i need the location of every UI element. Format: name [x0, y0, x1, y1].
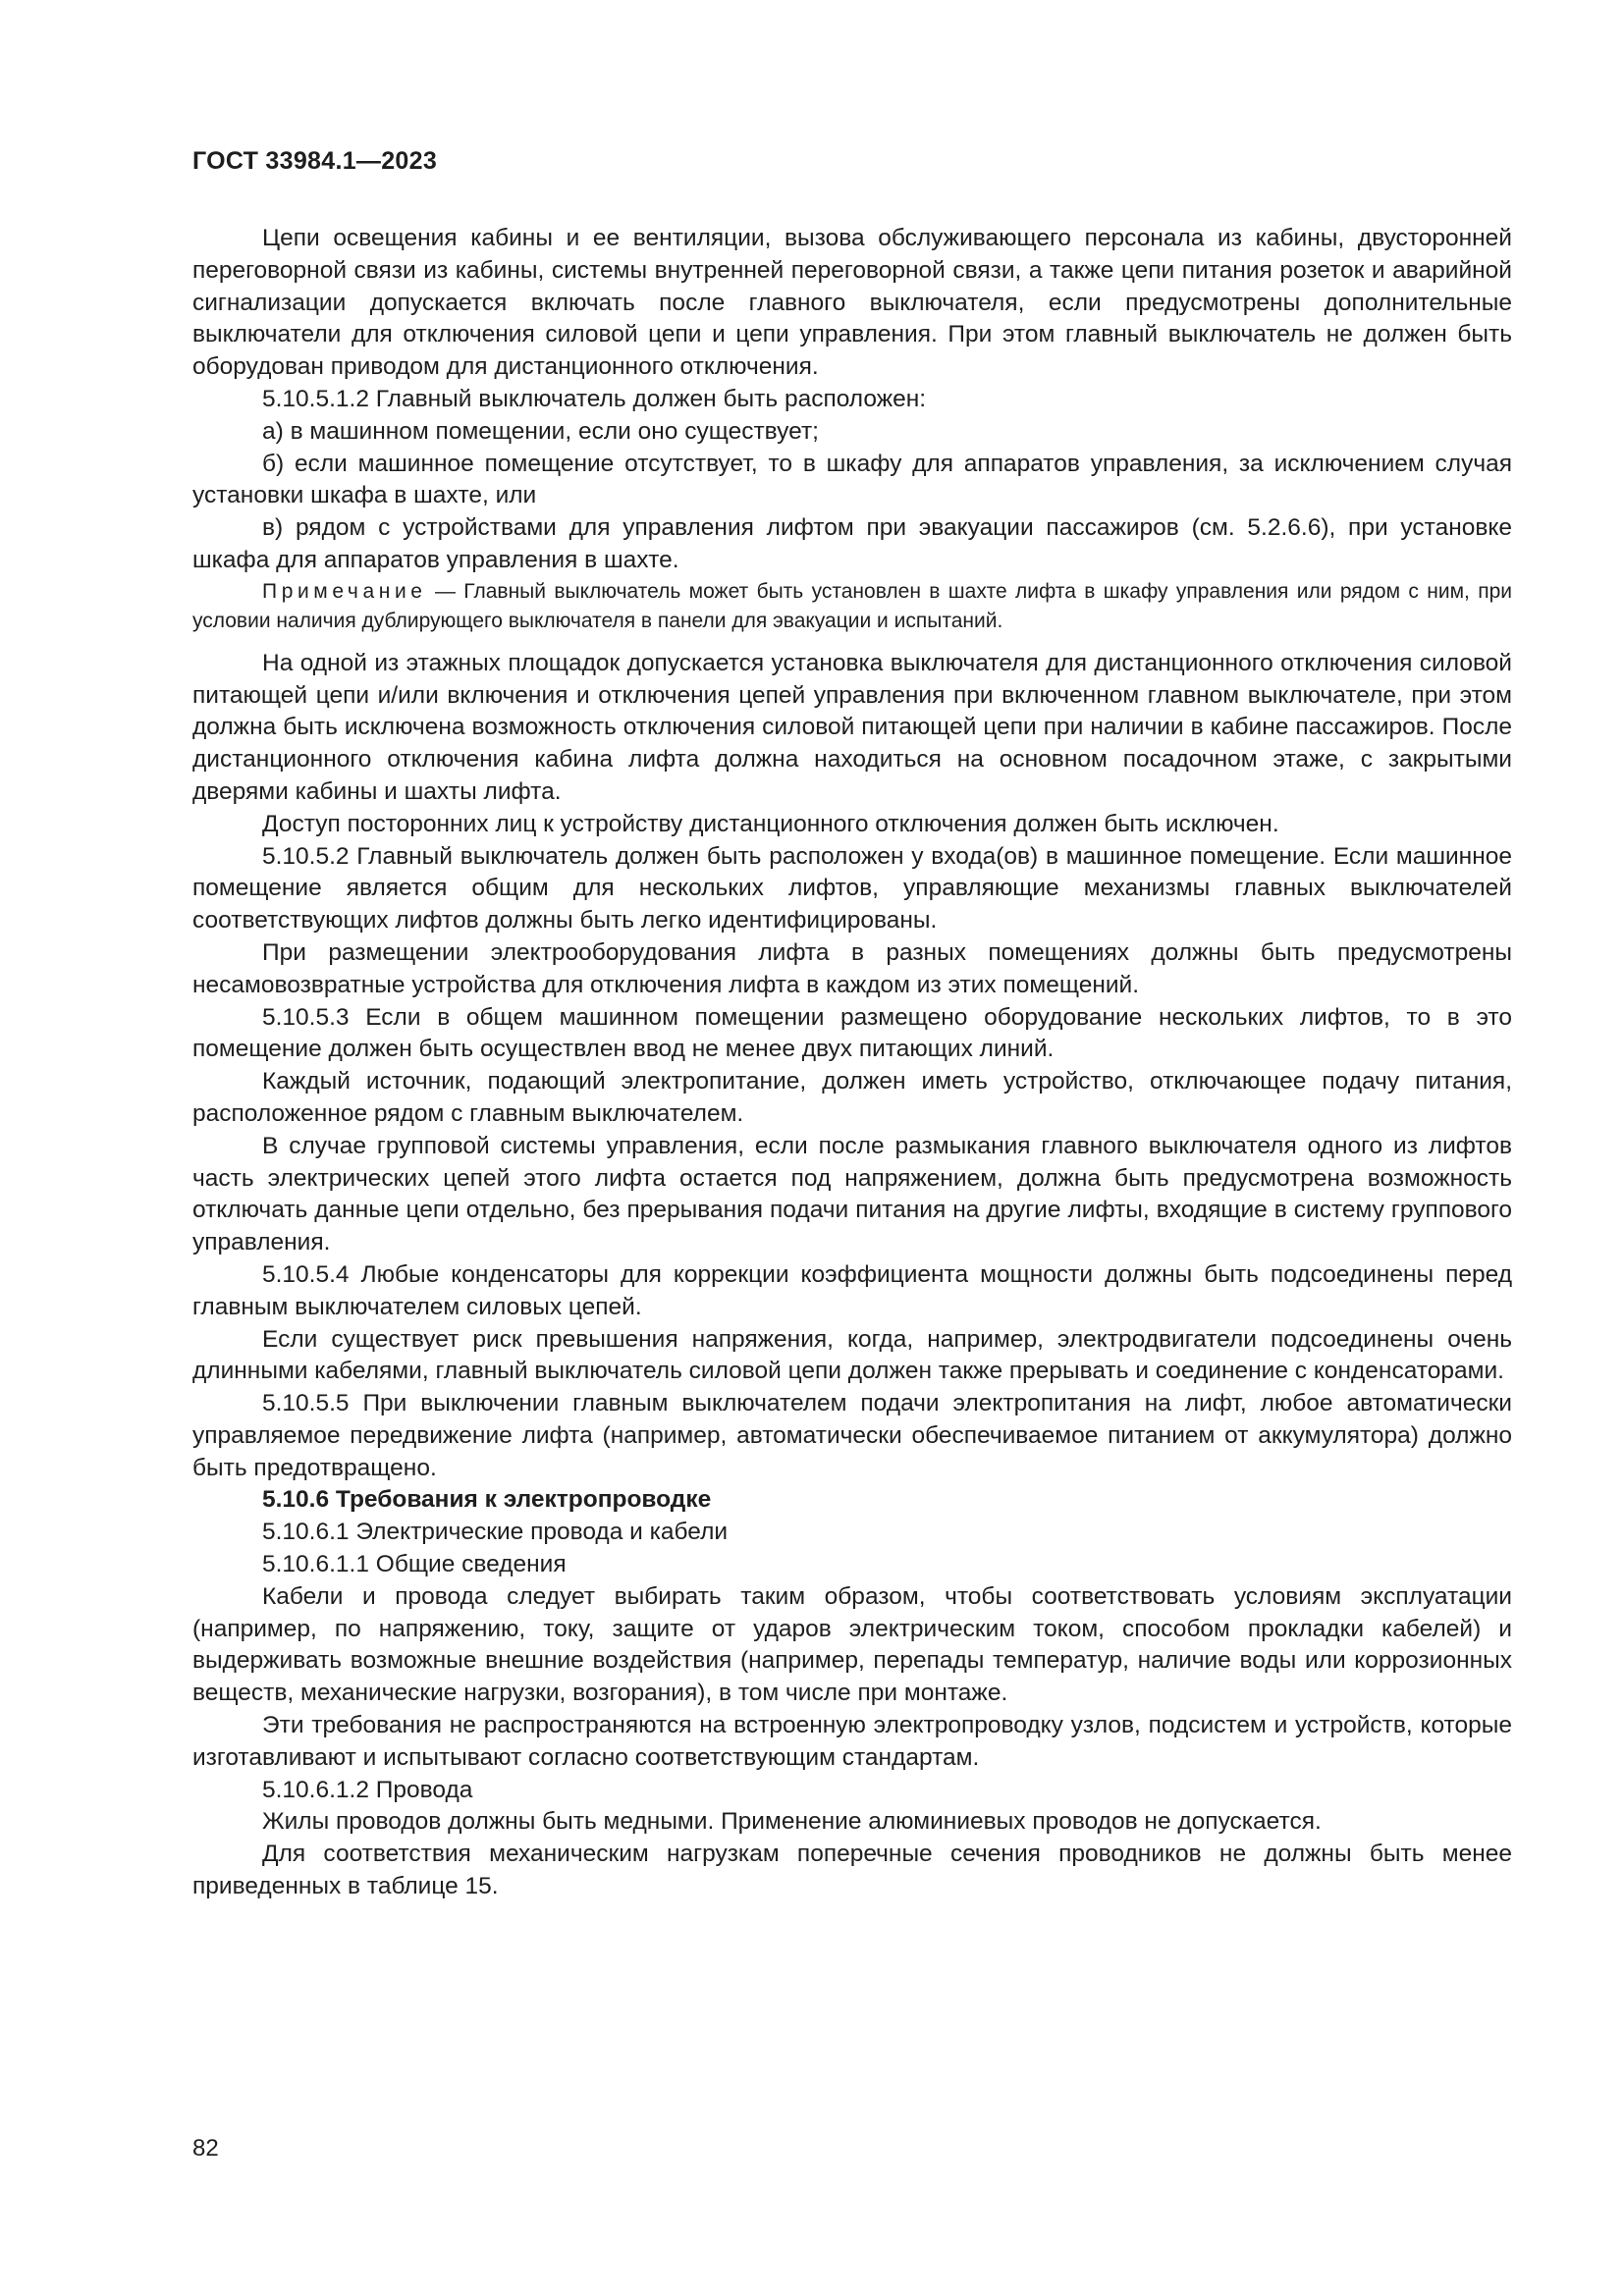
- paragraph: Для соответствия механическим нагрузкам поперечные сечения проводников не должны быть менее приведенных в таблице 15.: [192, 1841, 1512, 1900]
- list-item: б) если машинное помещение отсутствует, то в шкафу для аппаратов управления, за исключением случая установки шкафа в шахте, или: [192, 450, 1512, 509]
- paragraph: 5.10.6.1.1 Общие сведения: [262, 1551, 567, 1578]
- paragraph: Жилы проводов должны быть медными. Применение алюминиевых проводов не допускается.: [262, 1808, 1322, 1836]
- paragraph: При размещении электрооборудования лифта в разных помещениях должны быть предусмотрены несамовозвратные устройства для отключения лифта в каждом из этих помещений.: [192, 938, 1512, 998]
- section-heading: 5.10.6 Требования к электропроводке: [262, 1486, 712, 1514]
- paragraph: 5.10.5.1.2 Главный выключатель должен быть расположен:: [262, 385, 927, 412]
- page-number: 82: [192, 2135, 219, 2162]
- paragraph: Доступ посторонних лиц к устройству дистанционного отключения должен быть исключен.: [262, 810, 1279, 837]
- paragraph: 5.10.6.1 Электрические провода и кабели: [262, 1519, 729, 1546]
- paragraph: На одной из этажных площадок допускается установка выключателя для дистанционного отключения силовой питающей цепи и/или включения и отключения цепей управления при включенном главном выключателе, при этом должна быть исключена возможность отключения силовой питающей цепи при наличии в кабине пассажиров. После дистанционного отключения кабина лифта должна находиться на основном посадочном этаже, с закрытыми дверями кабины и шахты лифта.: [192, 649, 1512, 805]
- paragraph: Кабели и провода следует выбирать таким образом, чтобы соответствовать условиям эксплуатации (например, по напряжению, току, защите от ударов электрическим током, способом прокладки кабелей) и выдерживать возможные внешние воздействия (например, перепады температур, наличие воды или коррозионных веществ, механические нагрузки, возгорания), в том числе при монтаже.: [192, 1582, 1512, 1707]
- paragraph: Цепи освещения кабины и ее вентиляции, вызова обслуживающего персонала из кабины, двусторонней переговорной связи из кабины, системы внутренней переговорной связи, а также цепи питания розеток и аварийной сигнализации допускается включать после главного выключателя, если предусмотрены дополнительные выключатели для отключения силовой цепи и цепи управления. При этом главный выключатель не должен быть оборудован приводом для дистанционного отключения.: [192, 225, 1512, 381]
- paragraph: 5.10.5.5 При выключении главным выключателем подачи электропитания на лифт, любое автоматически управляемое передвижение лифта (например, автоматически обеспечиваемое питанием от аккумулятора) должно быть предотвращено.: [192, 1390, 1512, 1481]
- body-text: [192, 223, 1512, 1903]
- list-item: в) рядом с устройствами для управления лифтом при эвакуации пассажиров (см. 5.2.6.6), при установке шкафа для аппаратов управления в шахте.: [192, 514, 1512, 573]
- paragraph: 5.10.6.1.2 Провода: [262, 1776, 473, 1803]
- paragraph: Эти требования не распространяются на встроенную электропроводку узлов, подсистем и устройств, которые изготавливают и испытывают согласно соответствующим стандартам.: [192, 1712, 1512, 1771]
- paragraph: 5.10.5.2 Главный выключатель должен быть расположен у входа(ов) в машинное помещение. Если машинное помещение является общим для нескольких лифтов, управляющие механизмы главных выключателей соответствующих лифтов должны быть легко идентифицированы.: [192, 842, 1512, 934]
- paragraph: В случае групповой системы управления, если после размыкания главного выключателя одного из лифтов часть электрических цепей этого лифта остается под напряжением, должна быть предусмотрена возможность отключать данные цепи отдельно, без прерывания подачи питания на другие лифты, входящие в систему группового управления.: [192, 1132, 1512, 1256]
- paragraph: 5.10.5.4 Любые конденсаторы для коррекции коэффициента мощности должны быть подсоединены перед главным выключателем силовых цепей.: [192, 1260, 1512, 1320]
- paragraph: Если существует риск превышения напряжения, когда, например, электродвигатели подсоединены очень длинными кабелями, главный выключатель силовой цепи должен также прерывать и соединение с конденсаторами.: [192, 1325, 1512, 1385]
- paragraph: 5.10.5.3 Если в общем машинном помещении размещено оборудование нескольких лифтов, то в это помещение должен быть осуществлен ввод не менее двух питающих линий.: [192, 1003, 1512, 1063]
- list-item: а) в машинном помещении, если оно существует;: [262, 417, 819, 445]
- note-label: Примечание: [262, 579, 427, 603]
- note-text: — Главный выключатель может быть установлен в шахте лифта в шкафу управления или рядом с ним, при условии наличия дублирующего выключателя в панели для эвакуации и испытаний.: [192, 579, 1512, 632]
- paragraph: Каждый источник, подающий электропитание, должен иметь устройство, отключающее подачу питания, расположенное рядом с главным выключателем.: [192, 1068, 1512, 1127]
- note: [192, 577, 1512, 636]
- document-header: ГОСТ 33984.1—2023: [192, 147, 438, 175]
